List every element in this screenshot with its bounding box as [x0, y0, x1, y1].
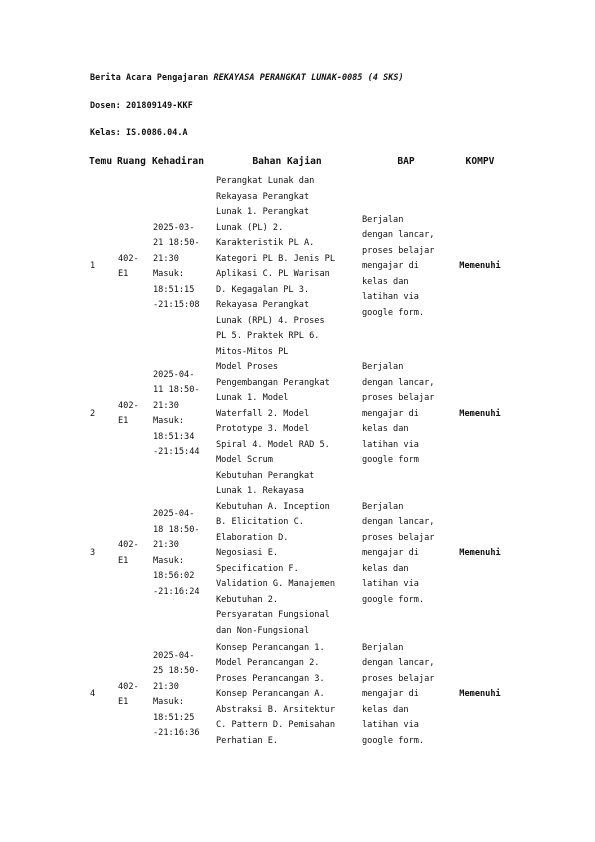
cell-ruang: 402- E1 — [118, 253, 139, 279]
cell-ruang: 402- E1 — [118, 681, 139, 707]
cell-bahan-kajian: Konsep Perancangan 1. Model Perancangan 2. Proses Perancangan 3. Konsep Perancangan A. Abstraksi B. Arsitektur C. Pattern D. Pemisahan Perhatian E. — [216, 642, 335, 746]
cell-ruang: 402- E1 — [118, 400, 139, 427]
col-header-bap: BAP — [397, 155, 415, 167]
cell-kehadiran: 2025-04- 25 18:50- 21:30 Masuk: 18:51:25 -21:16:36 — [153, 650, 200, 738]
cell-temu: 3 — [90, 548, 96, 558]
cell-kompv: Memenuhi — [459, 548, 501, 558]
lecturer-id: Dosen: 201809149-KKF — [90, 100, 193, 110]
cell-bahan-kajian: Kebutuhan Perangkat Lunak 1. Rekayasa Kebutuhan A. Inception B. Elicitation C. Elaboration D. Negosiasi E. Specification F. Validation G. Manajemen Kebutuhan 2. Persyaratan Fungsional dan Non-Fungsional — [216, 470, 335, 636]
table-header-row — [88, 154, 508, 174]
table-row — [88, 360, 508, 469]
col-header-kompv: KOMPV — [465, 155, 495, 167]
attendance-table — [88, 154, 508, 751]
cell-bap: Berjalan dengan lancar, proses belajar mengajar di kelas dan latihan via google form — [362, 362, 435, 465]
table-row — [88, 469, 508, 640]
cell-bap: Berjalan dengan lancar, proses belajar mengajar di kelas dan latihan via google form. — [362, 214, 435, 318]
cell-bahan-kajian: Model Proses Pengembangan Perangkat Lunak 1. Model Waterfall 2. Model Prototype 3. Model Spiral 4. Model RAD 5. Model Scrum — [216, 362, 330, 465]
cell-temu: 4 — [90, 689, 96, 700]
cell-kompv: Memenuhi — [459, 261, 501, 272]
col-header-temu: Temu — [89, 155, 113, 167]
cell-kehadiran: 2025-03- 21 18:50- 21:30 Masuk: 18:51:15 -21:15:08 — [153, 222, 200, 310]
col-header-ruang: Ruang — [117, 155, 146, 167]
cell-temu: 1 — [90, 261, 96, 272]
table-row — [88, 174, 508, 360]
col-header-bahan-kajian: Bahan Kajian — [252, 155, 322, 167]
cell-temu: 2 — [90, 408, 96, 419]
cell-bap: Berjalan dengan lancar, proses belajar mengajar di kelas dan latihan via google form. — [362, 642, 435, 746]
cell-kompv: Memenuhi — [459, 408, 501, 419]
cell-bahan-kajian: Perangkat Lunak dan Rekayasa Perangkat Lunak 1. Perangkat Lunak (PL) 2. Karakteristik PL A. Kategori PL B. Jenis PL Aplikasi C. PL Warisan D. Kegagalan PL 3. Rekayasa Perangkat Lunak (RPL) 4. Proses PL 5. Praktek RPL 6. Mitos-Mitos PL — [216, 176, 335, 357]
table-row — [88, 639, 508, 751]
cell-kehadiran: 2025-04- 18 18:50- 21:30 Masuk: 18:56:02 -21:16:24 — [153, 509, 200, 597]
cell-kompv: Memenuhi — [459, 689, 501, 700]
class-id: Kelas: IS.0086.04.A — [90, 127, 188, 137]
course-name: REKAYASA PERANGKAT LUNAK-0085 (4 SKS) — [213, 72, 404, 82]
report-title-prefix: Berita Acara Pengajaran — [90, 72, 209, 82]
cell-ruang: 402- E1 — [118, 540, 139, 566]
cell-kehadiran: 2025-04- 11 18:50- 21:30 Masuk: 18:51:34 -21:15:44 — [153, 369, 200, 458]
cell-bap: Berjalan dengan lancar, proses belajar mengajar di kelas dan latihan via google form. — [362, 501, 435, 605]
col-header-kehadiran: Kehadiran — [152, 155, 204, 167]
report-title — [90, 72, 404, 82]
